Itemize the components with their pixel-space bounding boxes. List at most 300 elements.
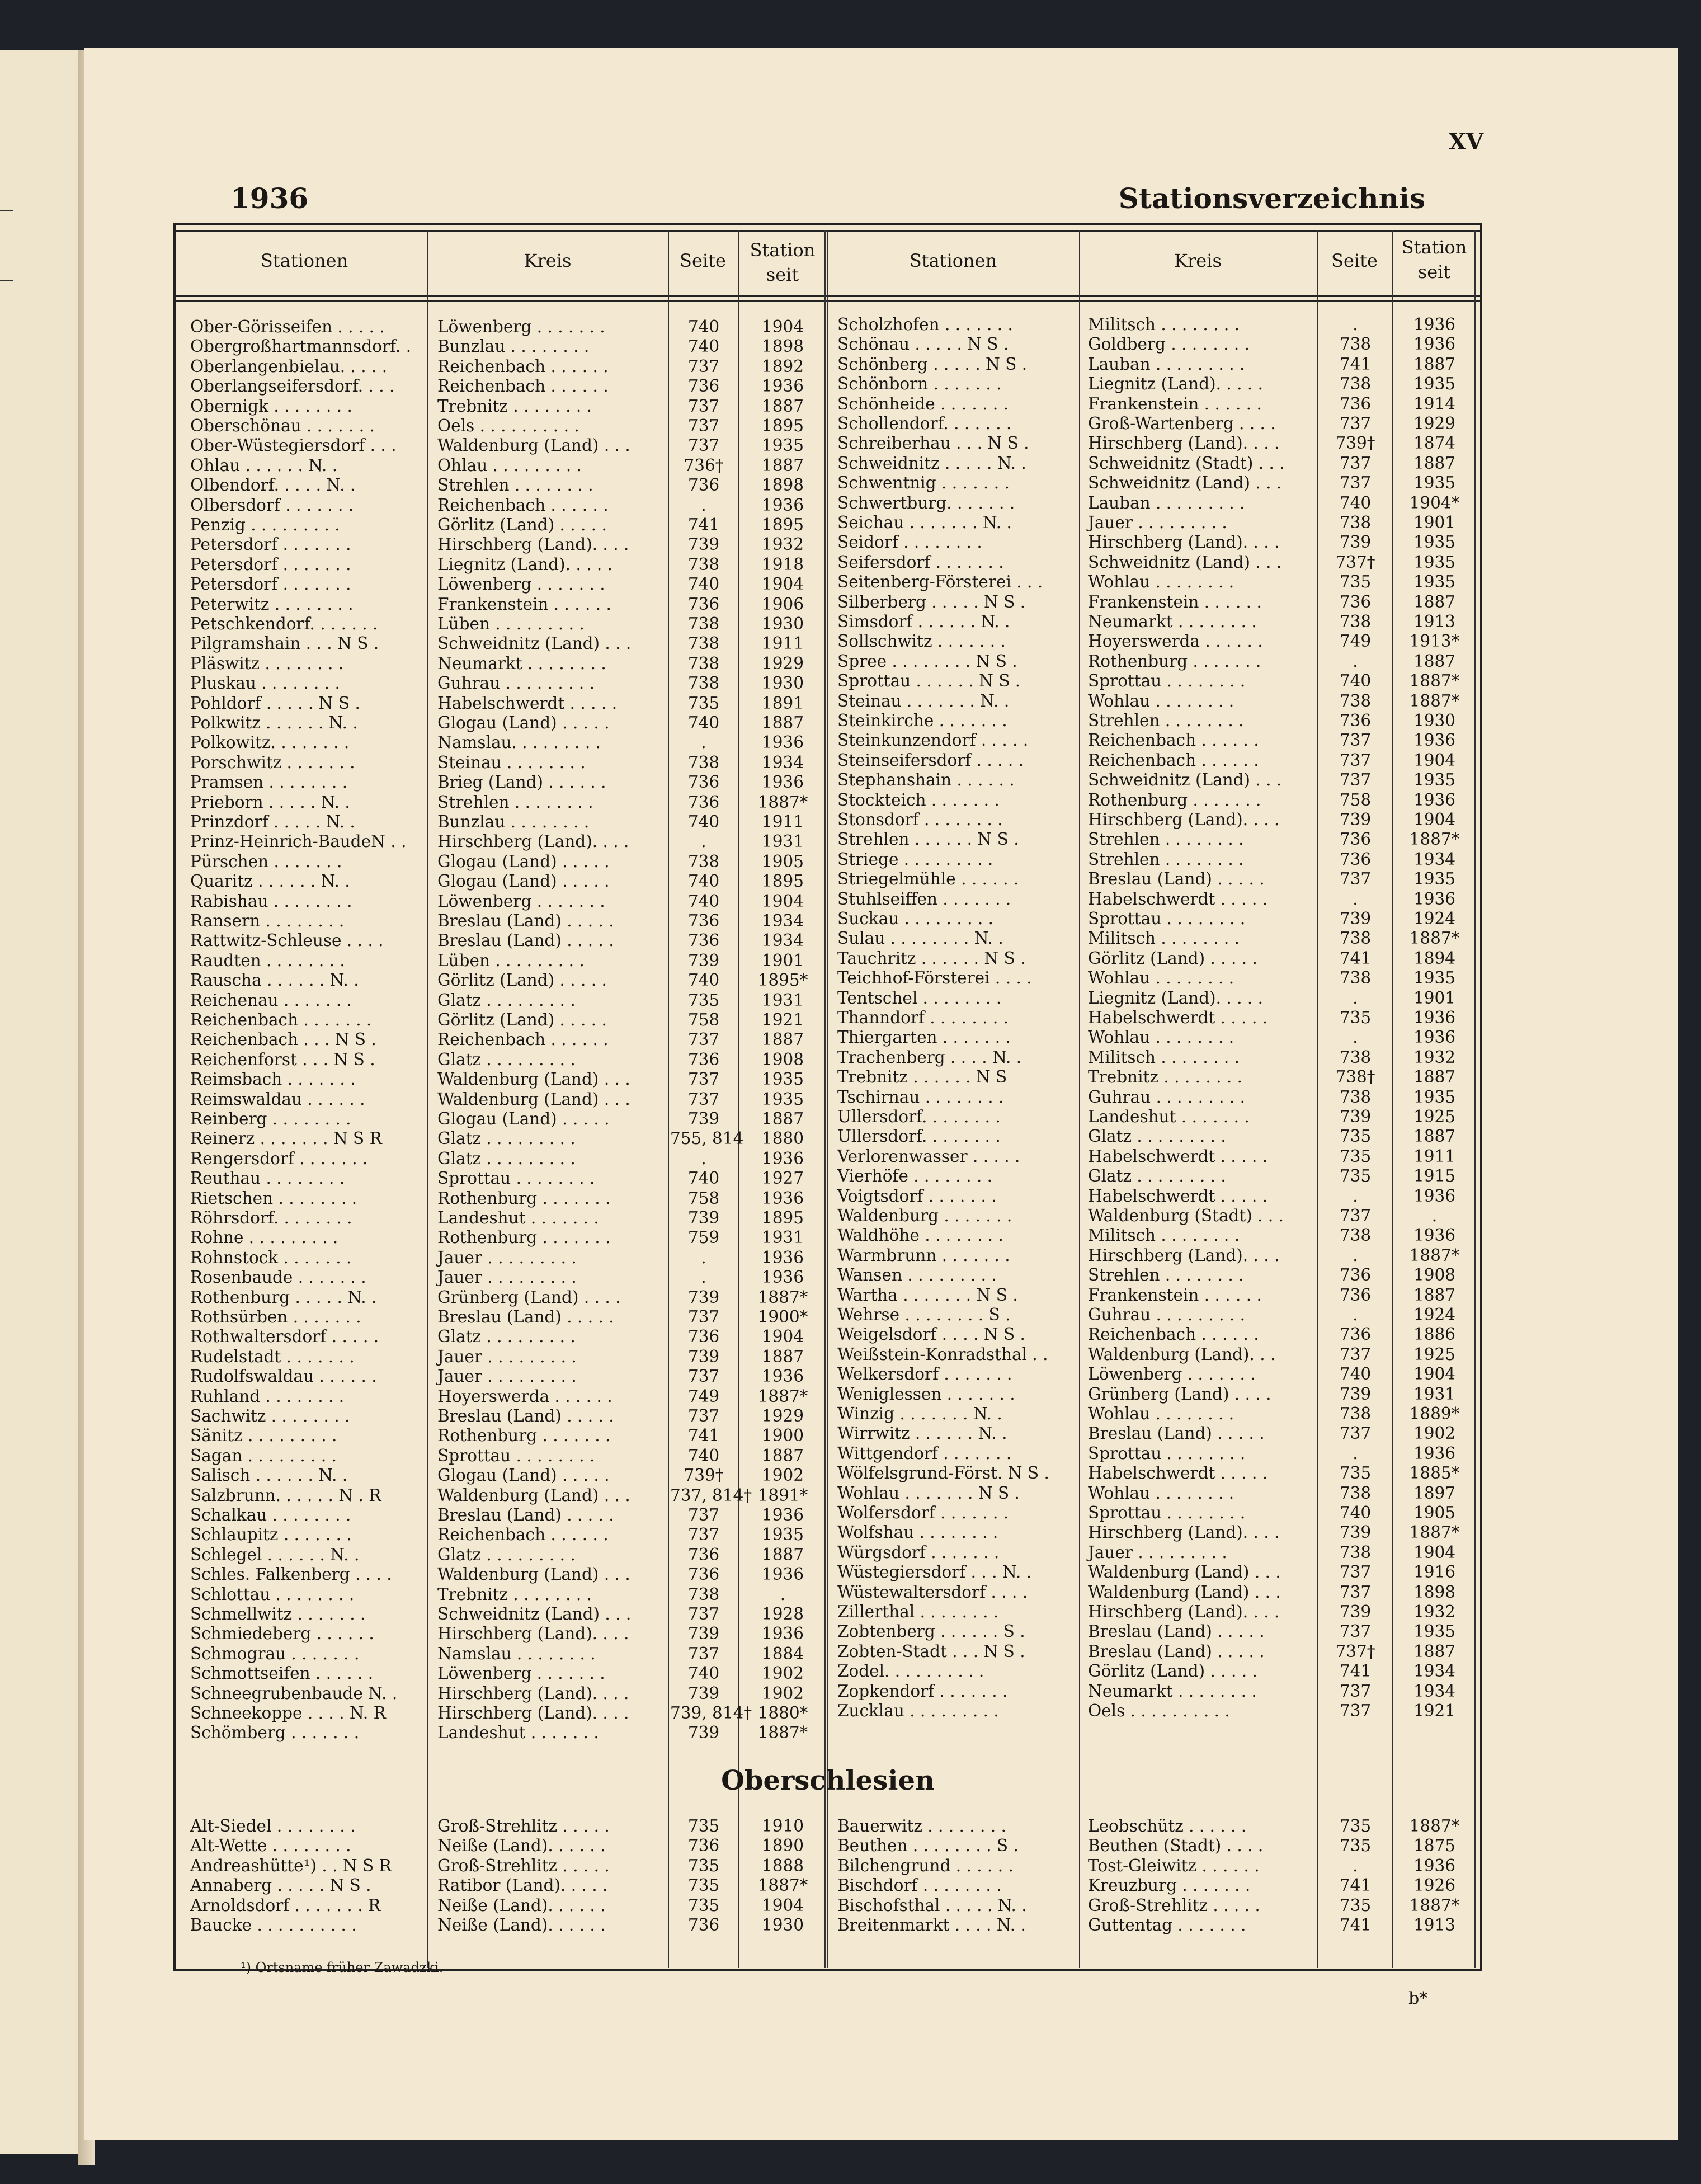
kreis-cell: Glogau (Land) . . . . . bbox=[437, 872, 610, 891]
kreis-cell: Jauer . . . . . . . . . bbox=[437, 1248, 577, 1267]
station-cell: Rauscha . . . . . . N. . bbox=[190, 971, 359, 990]
seit-cell: 1902 bbox=[761, 1664, 804, 1683]
seite-cell: 737 bbox=[1339, 473, 1372, 493]
seite-cell: 737 bbox=[1339, 414, 1372, 433]
seit-cell: 1932 bbox=[1413, 1602, 1456, 1621]
seit-cell: . bbox=[780, 1584, 786, 1604]
station-cell: Wüstegiersdorf . . . N. . bbox=[837, 1562, 1031, 1582]
col-header-kreis-right: Kreis bbox=[1174, 250, 1222, 271]
station-cell: Pramsen . . . . . . . . bbox=[190, 773, 348, 792]
seite-cell: 738 bbox=[1339, 1047, 1372, 1067]
kreis-cell: Landeshut . . . . . . . bbox=[437, 1208, 599, 1227]
seite-cell: 739 bbox=[687, 1624, 720, 1644]
seit-cell: 1887 bbox=[1413, 1641, 1456, 1661]
seite-cell: 740 bbox=[687, 713, 720, 732]
seite-cell: 741 bbox=[1339, 354, 1372, 374]
seit-cell: 1931 bbox=[761, 1228, 804, 1248]
kreis-cell: Hirschberg (Land). . . . bbox=[1088, 1602, 1280, 1621]
kreis-cell: Trebnitz . . . . . . . . bbox=[437, 396, 592, 416]
seit-cell: 1930 bbox=[761, 614, 804, 633]
kreis-cell: Rothenburg . . . . . . . bbox=[437, 1188, 611, 1208]
station-cell: Trebnitz . . . . . . N S bbox=[837, 1067, 1007, 1087]
kreis-cell: Trebnitz . . . . . . . . bbox=[437, 1584, 592, 1604]
seite-cell: 758 bbox=[687, 1010, 720, 1029]
seit-cell: 1936 bbox=[761, 376, 804, 396]
seit-cell: 1894 bbox=[1413, 948, 1456, 968]
seit-cell: 1915 bbox=[1413, 1166, 1456, 1186]
seite-cell: . bbox=[1353, 1245, 1358, 1265]
kreis-cell: Tost-Gleiwitz . . . . . . bbox=[1088, 1856, 1260, 1875]
seite-cell: 741 bbox=[687, 1426, 720, 1446]
seit-cell: 1895 bbox=[761, 515, 804, 534]
station-label: Station bbox=[750, 239, 816, 261]
kreis-cell: Wohlau . . . . . . . . bbox=[1088, 1483, 1234, 1503]
station-cell: Bischofsthal . . . . . N. . bbox=[837, 1895, 1027, 1915]
seit-cell: 1901 bbox=[1413, 988, 1456, 1008]
station-cell: Quaritz . . . . . . N. . bbox=[190, 872, 350, 891]
station-cell: Zobten-Stadt . . . N S . bbox=[837, 1641, 1025, 1661]
station-cell: Rattwitz-Schleuse . . . . bbox=[190, 931, 384, 950]
kreis-cell: Görlitz (Land) . . . . . bbox=[1088, 1661, 1257, 1681]
station-cell: Pluskau . . . . . . . . bbox=[190, 674, 340, 693]
seite-cell: 738 bbox=[687, 634, 720, 653]
station-cell: Reichenbach . . . . . . . bbox=[190, 1010, 372, 1029]
station-cell: Prinzdorf . . . . . N. . bbox=[190, 812, 355, 831]
seite-cell: 738 bbox=[1339, 335, 1372, 354]
seit-cell: 1935 bbox=[761, 1089, 804, 1109]
kreis-cell: Landeshut . . . . . . . bbox=[437, 1723, 599, 1743]
seite-cell: 738 bbox=[1339, 1087, 1372, 1107]
seit-cell: 1934 bbox=[1413, 1661, 1456, 1681]
station-cell: Pürschen . . . . . . . bbox=[190, 851, 342, 871]
seite-cell: 735 bbox=[687, 1816, 720, 1835]
kreis-cell: Schweidnitz (Land) . . . bbox=[1088, 770, 1282, 790]
seite-cell: 735 bbox=[1339, 1127, 1372, 1146]
station-cell: Rudelstadt . . . . . . . bbox=[190, 1347, 355, 1366]
seit-cell: 1887* bbox=[1409, 1816, 1460, 1835]
seite-cell: 739 bbox=[1339, 533, 1372, 552]
seit-cell: 1887 bbox=[761, 455, 804, 475]
seite-cell: 741 bbox=[1339, 1915, 1372, 1934]
seit-cell: 1930 bbox=[761, 1915, 804, 1934]
kreis-cell: Hirschberg (Land). . . . bbox=[437, 535, 629, 554]
column-rule bbox=[668, 230, 669, 1968]
seite-cell: . bbox=[701, 1268, 706, 1287]
station-cell: Schreiberhau . . . N S . bbox=[837, 434, 1029, 453]
kreis-cell: Görlitz (Land) . . . . . bbox=[437, 515, 607, 534]
station-cell: Zopkendorf . . . . . . . bbox=[837, 1681, 1008, 1701]
kreis-cell: Namslau . . . . . . . . bbox=[437, 1644, 596, 1663]
kreis-cell: Kreuzburg . . . . . . . bbox=[1088, 1876, 1251, 1895]
station-cell: Annaberg . . . . . N S . bbox=[190, 1876, 371, 1895]
seite-cell: 737 bbox=[687, 396, 720, 416]
station-cell: Schmograu . . . . . . . bbox=[190, 1644, 360, 1663]
seit-cell: 1887 bbox=[1413, 592, 1456, 611]
seite-cell: 738 bbox=[1339, 374, 1372, 394]
seite-cell: 736 bbox=[1339, 1285, 1372, 1305]
seite-cell: 738 bbox=[687, 1584, 720, 1604]
station-cell: Oberlangenbielau. . . . . bbox=[190, 356, 388, 376]
station-cell: Warmbrunn . . . . . . . bbox=[837, 1245, 1010, 1265]
seit-cell: 1936 bbox=[1413, 1443, 1456, 1463]
station-cell: Schömberg . . . . . . . bbox=[190, 1723, 360, 1743]
kreis-cell: Schweidnitz (Stadt) . . . bbox=[1088, 453, 1285, 473]
station-cell: Peterwitz . . . . . . . . bbox=[190, 594, 354, 614]
seite-cell: 736 bbox=[1339, 830, 1372, 849]
kreis-cell: Militsch . . . . . . . . bbox=[1088, 315, 1240, 334]
seit-cell: 1936 bbox=[761, 495, 804, 515]
kreis-cell: Hirschberg (Land). . . . bbox=[1088, 1523, 1280, 1542]
kreis-cell: Lüben . . . . . . . . . bbox=[437, 950, 585, 970]
seit-cell: 1934 bbox=[761, 911, 804, 930]
station-cell: Ullersdorf. . . . . . . . bbox=[837, 1127, 1001, 1146]
seit-cell: 1935 bbox=[1413, 572, 1456, 592]
kreis-cell: Rothenburg . . . . . . . bbox=[1088, 651, 1261, 671]
station-cell: Pohldorf . . . . . N S . bbox=[190, 693, 360, 713]
seite-cell: 737 bbox=[1339, 1424, 1372, 1443]
seit-cell: 1930 bbox=[1413, 711, 1456, 730]
station-cell: Trachenberg . . . . N. . bbox=[837, 1047, 1022, 1067]
station-cell: Rohne . . . . . . . . . bbox=[190, 1228, 338, 1248]
seit-cell: 1908 bbox=[761, 1049, 804, 1069]
kreis-cell: Habelschwerdt . . . . . bbox=[1088, 1008, 1268, 1027]
seit-cell: 1931 bbox=[761, 832, 804, 851]
kreis-cell: Hoyerswerda . . . . . . bbox=[1088, 632, 1263, 651]
kreis-cell: Reichenbach . . . . . . bbox=[1088, 731, 1259, 750]
seite-cell: 740 bbox=[687, 812, 720, 831]
seite-cell: 738 bbox=[1339, 1404, 1372, 1423]
seit-cell: 1935 bbox=[1413, 869, 1456, 889]
seite-cell: 737 bbox=[687, 1030, 720, 1049]
seite-cell: 737 bbox=[1339, 1344, 1372, 1364]
kreis-cell: Namslau. . . . . . . . . bbox=[437, 733, 601, 752]
seite-cell: 741 bbox=[687, 515, 720, 534]
seit-cell: 1887 bbox=[761, 1446, 804, 1465]
station-cell: Seichau . . . . . . . N. . bbox=[837, 513, 1012, 532]
station-cell: Reimsbach . . . . . . . bbox=[190, 1070, 356, 1089]
seit-cell: 1935 bbox=[1413, 473, 1456, 493]
seite-cell: 736 bbox=[687, 1545, 720, 1564]
seit-cell: 1936 bbox=[1413, 1008, 1456, 1027]
seite-cell: 739 bbox=[687, 1723, 720, 1743]
seite-cell: 740 bbox=[687, 575, 720, 594]
station-cell: Zillerthal . . . . . . . . bbox=[837, 1602, 999, 1621]
station-cell: Salisch . . . . . . N. . bbox=[190, 1466, 348, 1485]
kreis-cell: Guhrau . . . . . . . . . bbox=[1088, 1305, 1246, 1324]
kreis-cell: Habelschwerdt . . . . . bbox=[1088, 1463, 1268, 1483]
station-cell: Wansen . . . . . . . . . bbox=[837, 1265, 997, 1285]
seit-cell: 1887 bbox=[761, 1545, 804, 1564]
seit-cell: 1895* bbox=[757, 971, 808, 990]
col-header-seite-right: Seite bbox=[1331, 250, 1378, 271]
kreis-cell: Reichenbach . . . . . . bbox=[437, 376, 609, 396]
station-cell: Sprottau . . . . . . N S . bbox=[837, 671, 1021, 691]
station-cell: Tschirnau . . . . . . . . bbox=[837, 1087, 1004, 1107]
station-cell: Röhrsdorf. . . . . . . . bbox=[190, 1208, 352, 1227]
kreis-cell: Löwenberg . . . . . . . bbox=[437, 1664, 605, 1683]
station-cell: Petschkendorf. . . . . . . bbox=[190, 614, 378, 633]
kreis-cell: Goldberg . . . . . . . . bbox=[1088, 335, 1250, 354]
station-cell: Zodel. . . . . . . . . . bbox=[837, 1661, 984, 1681]
station-cell: Wohlau . . . . . . . N S . bbox=[837, 1483, 1020, 1503]
seite-cell: 758 bbox=[1339, 790, 1372, 809]
seite-cell: 738 bbox=[687, 554, 720, 574]
station-cell: Pläswitz . . . . . . . . bbox=[190, 653, 344, 673]
station-cell: Wölfelsgrund-Först. N S . bbox=[837, 1463, 1049, 1483]
kreis-cell: Schweidnitz (Land) . . . bbox=[1088, 473, 1282, 493]
seite-cell: 740 bbox=[1339, 493, 1372, 512]
kreis-cell: Lüben . . . . . . . . . bbox=[437, 614, 585, 633]
station-cell: Verlorenwasser . . . . . bbox=[837, 1146, 1020, 1166]
seite-cell: 740 bbox=[687, 1664, 720, 1683]
station-cell: Silberberg . . . . . N S . bbox=[837, 592, 1026, 611]
seit-label: seit bbox=[766, 264, 799, 285]
kreis-cell: Breslau (Land) . . . . . bbox=[1088, 1641, 1265, 1661]
seite-cell: 738 bbox=[687, 614, 720, 633]
seite-cell: 735 bbox=[687, 1876, 720, 1895]
kreis-cell: Strehlen . . . . . . . . bbox=[1088, 1265, 1244, 1285]
seit-cell: 1887* bbox=[1409, 830, 1460, 849]
seit-cell: 1934 bbox=[1413, 1681, 1456, 1701]
seit-cell: 1930 bbox=[761, 674, 804, 693]
kreis-cell: Hirschberg (Land). . . . bbox=[1088, 533, 1280, 552]
seit-cell: 1888 bbox=[761, 1856, 804, 1875]
kreis-cell: Hirschberg (Land). . . . bbox=[1088, 434, 1280, 453]
kreis-cell: Glatz . . . . . . . . . bbox=[437, 1545, 576, 1564]
seite-cell: 737† bbox=[1335, 1641, 1375, 1661]
seite-cell: 755, 814 bbox=[670, 1129, 744, 1149]
seit-cell: 1936 bbox=[761, 1624, 804, 1644]
seite-cell: . bbox=[1353, 1856, 1358, 1875]
kreis-cell: Breslau (Land) . . . . . bbox=[1088, 1622, 1265, 1641]
station-cell: Penzig . . . . . . . . . bbox=[190, 515, 340, 534]
seit-cell: 1889* bbox=[1409, 1404, 1460, 1423]
kreis-cell: Oels . . . . . . . . . . bbox=[437, 416, 579, 435]
seite-cell: 738 bbox=[1339, 513, 1372, 532]
seit-cell: 1935 bbox=[761, 436, 804, 455]
seite-cell: 737 bbox=[687, 1525, 720, 1545]
kreis-cell: Hirschberg (Land). . . . bbox=[437, 1624, 629, 1644]
seit-cell: 1936 bbox=[761, 1149, 804, 1168]
station-cell: Weigelsdorf . . . . N S . bbox=[837, 1325, 1025, 1344]
seite-cell: 736† bbox=[684, 455, 724, 475]
seite-cell: . bbox=[1353, 889, 1358, 909]
station-cell: Oberlangseifersdorf. . . . bbox=[190, 376, 395, 396]
seite-cell: 739† bbox=[684, 1466, 724, 1485]
seit-cell: 1895 bbox=[761, 1208, 804, 1227]
kreis-cell: Liegnitz (Land). . . . . bbox=[1088, 988, 1264, 1008]
column-rule bbox=[1392, 230, 1393, 1968]
seite-cell: 735 bbox=[687, 1895, 720, 1915]
kreis-cell: Habelschwerdt . . . . . bbox=[1088, 889, 1268, 909]
seite-cell: 737 bbox=[687, 1505, 720, 1524]
station-cell: Rothwaltersdorf . . . . . bbox=[190, 1327, 379, 1347]
kreis-cell: Sprottau . . . . . . . . bbox=[1088, 1503, 1246, 1522]
seite-cell: 739 bbox=[687, 1208, 720, 1227]
station-cell: Voigtsdorf . . . . . . . bbox=[837, 1186, 997, 1206]
station-cell: Alt-Wette . . . . . . . . bbox=[190, 1836, 351, 1856]
station-cell: Baucke . . . . . . . . . . bbox=[190, 1915, 357, 1934]
seite-cell: 737 bbox=[1339, 453, 1372, 473]
seit-cell: 1929 bbox=[761, 653, 804, 673]
seite-cell: 736 bbox=[1339, 1325, 1372, 1344]
seit-cell: 1924 bbox=[1413, 1305, 1456, 1324]
seit-cell: 1936 bbox=[1413, 1186, 1456, 1206]
kreis-cell: Neiße (Land). . . . . . bbox=[437, 1895, 606, 1915]
kreis-cell: Reichenbach . . . . . . bbox=[1088, 1325, 1259, 1344]
kreis-cell: Oels . . . . . . . . . . bbox=[1088, 1701, 1230, 1720]
seit-cell: 1900 bbox=[761, 1426, 804, 1446]
seite-cell: 737 bbox=[687, 1307, 720, 1326]
station-cell: Schollendorf. . . . . . . bbox=[837, 414, 1012, 433]
station-cell: Rengersdorf . . . . . . . bbox=[190, 1149, 368, 1168]
kreis-cell: Neumarkt . . . . . . . . bbox=[1088, 1681, 1257, 1701]
seit-cell: 1936 bbox=[761, 1505, 804, 1524]
kreis-cell: Frankenstein . . . . . . bbox=[437, 594, 611, 614]
seit-cell: 1887* bbox=[757, 792, 808, 812]
seit-cell: 1901 bbox=[761, 950, 804, 970]
kreis-cell: Hirschberg (Land). . . . bbox=[1088, 810, 1280, 829]
seite-cell: 736 bbox=[687, 1049, 720, 1069]
kreis-cell: Glatz . . . . . . . . . bbox=[437, 1149, 576, 1168]
seit-cell: 1925 bbox=[1413, 1344, 1456, 1364]
kreis-cell: Neiße (Land). . . . . . bbox=[437, 1836, 606, 1856]
kreis-cell: Jauer . . . . . . . . . bbox=[437, 1268, 577, 1287]
station-cell: Stockteich . . . . . . . bbox=[837, 790, 1000, 809]
kreis-cell: Rothenburg . . . . . . . bbox=[437, 1228, 611, 1248]
seite-cell: 737, 814† bbox=[670, 1485, 752, 1505]
seite-cell: 739 bbox=[1339, 1602, 1372, 1621]
seit-cell: 1904 bbox=[1413, 1542, 1456, 1562]
kreis-cell: Militsch . . . . . . . . bbox=[1088, 1226, 1240, 1245]
seite-cell: . bbox=[1353, 651, 1358, 671]
seite-cell: 740 bbox=[1339, 671, 1372, 691]
station-cell: Stephanshain . . . . . . bbox=[837, 770, 1015, 790]
seit-cell: 1913* bbox=[1409, 632, 1460, 651]
seit-cell: 1887* bbox=[757, 1287, 808, 1307]
station-cell: Alt-Siedel . . . . . . . . bbox=[190, 1816, 356, 1835]
seit-cell: 1936 bbox=[761, 1188, 804, 1208]
kreis-cell: Bunzlau . . . . . . . . bbox=[437, 812, 590, 831]
kreis-cell: Sprottau . . . . . . . . bbox=[1088, 1443, 1246, 1463]
seit-cell: 1936 bbox=[1413, 889, 1456, 909]
seite-cell: 738 bbox=[1339, 968, 1372, 988]
kreis-cell: Löwenberg . . . . . . . bbox=[1088, 1364, 1256, 1384]
kreis-cell: Waldenburg (Land) . . . bbox=[437, 436, 630, 455]
left-page-edge bbox=[0, 50, 78, 2154]
seit-cell: 1935 bbox=[1413, 770, 1456, 790]
kreis-cell: Reichenbach . . . . . . bbox=[437, 495, 609, 515]
seite-cell: 739 bbox=[1339, 909, 1372, 928]
seit-cell: 1887* bbox=[1409, 691, 1460, 710]
seite-cell: . bbox=[1353, 1186, 1358, 1206]
kreis-cell: Rothenburg . . . . . . . bbox=[1088, 790, 1261, 809]
kreis-cell: Glatz . . . . . . . . . bbox=[1088, 1127, 1226, 1146]
seit-cell: 1887 bbox=[761, 396, 804, 416]
kreis-cell: Glatz . . . . . . . . . bbox=[437, 990, 576, 1010]
seit-cell: 1910 bbox=[761, 1816, 804, 1835]
seit-cell: 1880 bbox=[761, 1129, 804, 1149]
station-cell: Arnoldsdorf . . . . . . . R bbox=[190, 1895, 381, 1915]
kreis-cell: Glogau (Land) . . . . . bbox=[437, 1109, 610, 1128]
seit-cell: 1887 bbox=[1413, 651, 1456, 671]
kreis-cell: Reichenbach . . . . . . bbox=[437, 1525, 609, 1545]
station-cell: Scholzhofen . . . . . . . bbox=[837, 315, 1013, 334]
seit-cell: 1926 bbox=[1413, 1876, 1456, 1895]
seit-cell: . bbox=[1431, 1206, 1438, 1225]
kreis-cell: Görlitz (Land) . . . . . bbox=[437, 1010, 607, 1029]
col-header-seite-left: Seite bbox=[680, 250, 726, 271]
seit-cell: 1904 bbox=[1413, 1364, 1456, 1384]
seit-cell: 1931 bbox=[1413, 1384, 1456, 1404]
kreis-cell: Strehlen . . . . . . . . bbox=[437, 476, 593, 495]
seit-cell: 1887* bbox=[1409, 1245, 1460, 1265]
station-cell: Steinseifersdorf . . . . . bbox=[837, 750, 1024, 770]
seite-cell: 749 bbox=[1339, 632, 1372, 651]
seite-cell: 738 bbox=[1339, 1483, 1372, 1503]
seit-cell: 1887 bbox=[1413, 354, 1456, 374]
station-cell: Reichenbach . . . N S . bbox=[190, 1030, 376, 1049]
seit-cell: 1931 bbox=[761, 990, 804, 1010]
column-rule bbox=[1079, 230, 1080, 1968]
left-page-rule bbox=[0, 280, 13, 281]
seit-cell: 1935 bbox=[761, 1070, 804, 1089]
kreis-cell: Guhrau . . . . . . . . . bbox=[1088, 1087, 1246, 1107]
seite-cell: 740 bbox=[687, 872, 720, 891]
kreis-cell: Strehlen . . . . . . . . bbox=[1088, 830, 1244, 849]
kreis-cell: Trebnitz . . . . . . . . bbox=[1088, 1067, 1242, 1087]
station-cell: Reimswaldau . . . . . . bbox=[190, 1089, 365, 1109]
seit-cell: 1934 bbox=[761, 752, 804, 772]
kreis-cell: Habelschwerdt . . . . . bbox=[1088, 1186, 1268, 1206]
station-cell: Striegelmühle . . . . . . bbox=[837, 869, 1019, 889]
kreis-cell: Wohlau . . . . . . . . bbox=[1088, 1404, 1234, 1423]
station-cell: Weißstein-Konradsthal . . bbox=[837, 1344, 1048, 1364]
seit-cell: 1886 bbox=[1413, 1325, 1456, 1344]
seit-cell: 1904 bbox=[761, 1327, 804, 1347]
seit-cell: 1935 bbox=[1413, 968, 1456, 988]
seit-cell: 1887 bbox=[1413, 1067, 1456, 1087]
kreis-cell: Breslau (Land) . . . . . bbox=[437, 1505, 614, 1524]
kreis-cell: Steinau . . . . . . . . bbox=[437, 752, 586, 772]
station-cell: Suckau . . . . . . . . . bbox=[837, 909, 993, 928]
kreis-cell: Löwenberg . . . . . . . bbox=[437, 575, 605, 594]
station-cell: Polkwitz . . . . . . N. . bbox=[190, 713, 358, 732]
seit-cell: 1902 bbox=[761, 1466, 804, 1485]
kreis-cell: Groß-Strehlitz . . . . . bbox=[1088, 1895, 1260, 1915]
seite-cell: 736 bbox=[687, 1836, 720, 1856]
seit-cell: 1936 bbox=[1413, 790, 1456, 809]
kreis-cell: Ohlau . . . . . . . . . bbox=[437, 455, 582, 475]
station-cell: Reuthau . . . . . . . . bbox=[190, 1169, 345, 1188]
seite-cell: 735 bbox=[1339, 1146, 1372, 1166]
kreis-cell: Habelschwerdt . . . . . bbox=[437, 693, 618, 713]
kreis-cell: Militsch . . . . . . . . bbox=[1088, 929, 1240, 948]
seite-cell: . bbox=[1353, 988, 1358, 1008]
seite-cell: 736 bbox=[687, 1915, 720, 1934]
station-cell: Seidorf . . . . . . . . bbox=[837, 533, 982, 552]
station-cell: Ullersdorf. . . . . . . . bbox=[837, 1107, 1001, 1126]
kreis-cell: Neumarkt . . . . . . . . bbox=[1088, 612, 1257, 631]
seit-cell: 1891 bbox=[761, 693, 804, 713]
seit-cell: 1887* bbox=[1409, 929, 1460, 948]
signature-mark: b* bbox=[1408, 1989, 1428, 2008]
footnote: ¹) Ortsname früher Zawadzki. bbox=[241, 1960, 444, 1975]
station-cell: Ohlau . . . . . . N. . bbox=[190, 455, 338, 475]
seit-cell: 1908 bbox=[1413, 1265, 1456, 1285]
seite-cell: 738 bbox=[1339, 691, 1372, 710]
page-number: XV bbox=[1449, 129, 1484, 155]
